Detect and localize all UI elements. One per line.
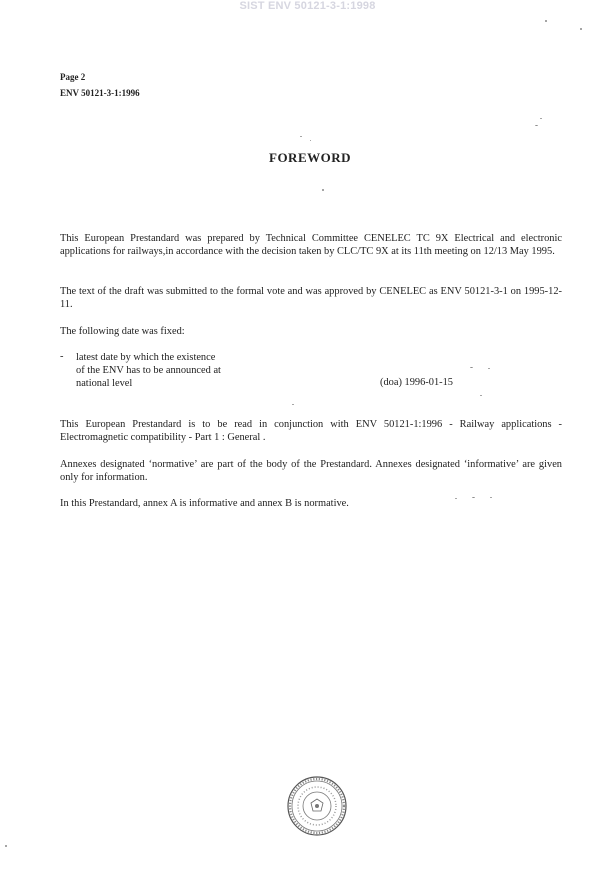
doa-date: (doa) 1996-01-15 <box>380 377 454 388</box>
paragraph-approval: The text of the draft was submitted to the formal vote and was approved by CENELEC as ENV 50121-3-1 on 1995-12-11. <box>60 286 562 310</box>
paragraph-annexes: Annexes designated ‘normative’ are part of the body of the Prestandard. Annexes designated ‘informative’ are given only for information. <box>60 459 562 483</box>
paragraph-date-intro: The following date was fixed: <box>60 326 185 337</box>
paragraph-annex-status: In this Prestandard, annex A is informative and annex B is normative. <box>60 498 349 509</box>
paragraph-preparation: This European Prestandard was prepared by Technical Committee CENELEC TC 9X Electrical and electronic applications for railways,in accordance with the decision taken by CLC/TC 9X at its 11th meeting on 12/13 May 1995. <box>60 233 562 257</box>
watermark-text: SIST ENV 50121-3-1:1998 <box>239 0 376 12</box>
document-id: ENV 50121-3-1:1996 <box>60 88 140 98</box>
date-list-line-3: national level <box>76 378 133 389</box>
list-dash: - <box>60 351 64 362</box>
date-list-item <box>76 351 221 390</box>
date-list-line-2: of the ENV has to be announced at <box>76 365 221 376</box>
page-title: FOREWORD <box>269 150 351 165</box>
date-list-line-1: latest date by which the existence <box>76 352 216 363</box>
paragraph-conjunction: This European Prestandard is to be read in conjunction with ENV 50121-1:1996 - Railway applications - Electromagnetic compatibility - Part 1 : General . <box>60 419 562 443</box>
page-number: Page 2 <box>60 72 86 82</box>
seal-stamp <box>286 775 348 837</box>
